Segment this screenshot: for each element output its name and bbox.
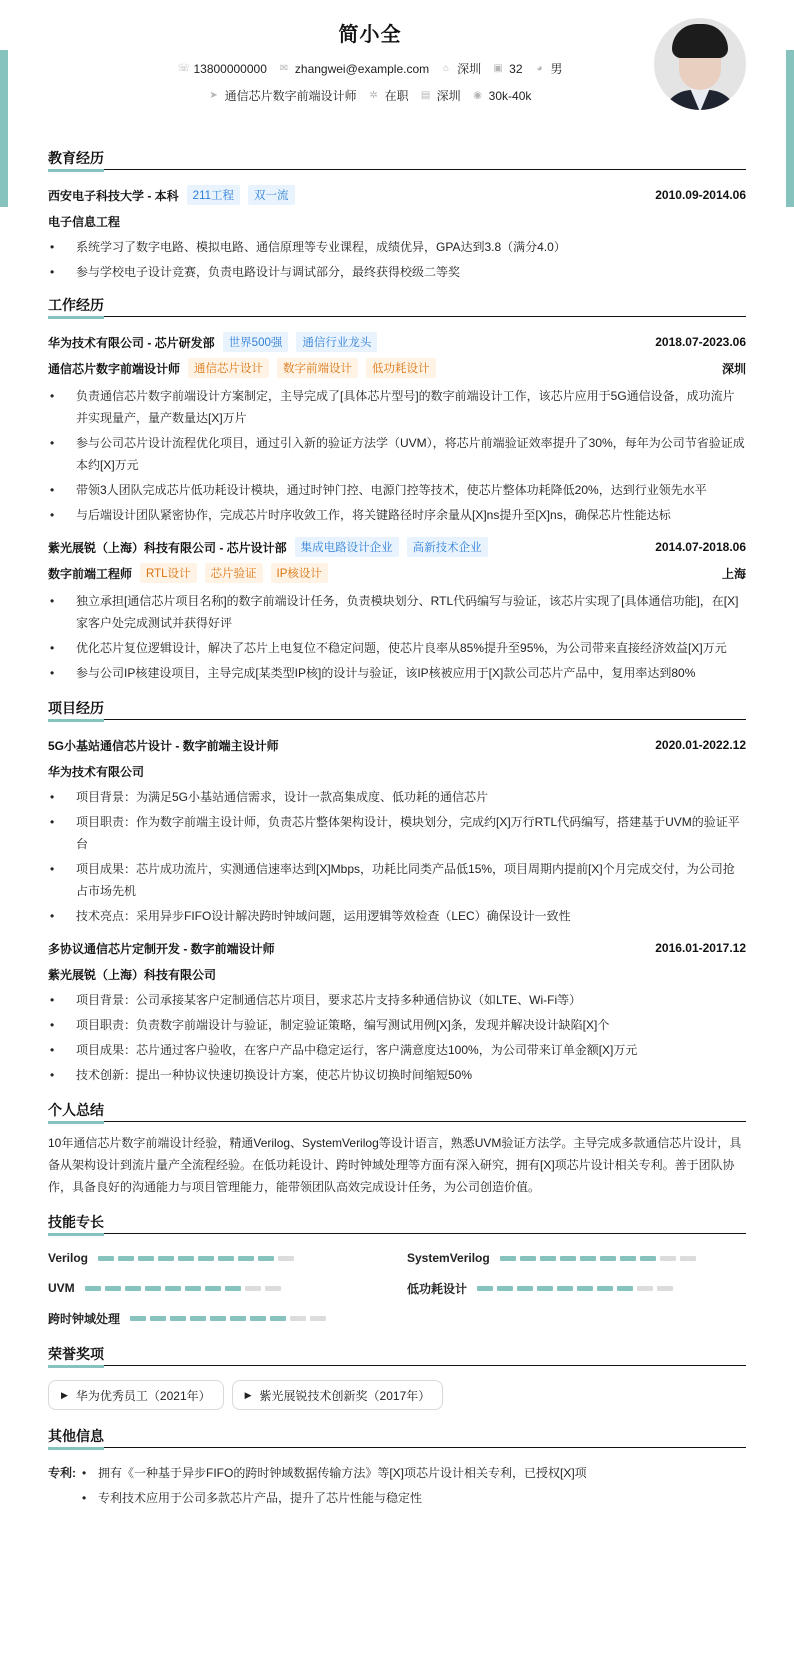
project-date: 2016.01-2017.12 <box>655 941 746 955</box>
project-title-row <box>48 935 746 961</box>
skill-tag: RTL设计 <box>140 563 197 583</box>
list-item: • 项目职责：负责数字前端设计与验证，制定验证策略，编写测试用例[X]条，发现并解决设计缺陷[X]个 <box>48 1014 746 1036</box>
patent-block <box>48 1462 746 1512</box>
section-title: 荣誉奖项 <box>48 1346 104 1362</box>
candidate-name: 简小全 <box>338 24 402 46</box>
list-item: • 系统学习了数字电路、模拟电路、通信原理等专业课程，成绩优异，GPA达到3.8（满分4.0） <box>48 236 746 258</box>
skill-name: 低功耗设计 <box>407 1281 468 1296</box>
honors-section <box>48 1342 746 1410</box>
work-date: 2018.07-2023.06 <box>655 335 746 349</box>
education-row <box>48 182 746 208</box>
project-company: 华为技术有限公司 <box>48 765 145 779</box>
skill-item <box>48 1278 387 1298</box>
skills-grid <box>48 1248 746 1328</box>
skill-level-bar <box>500 1256 696 1261</box>
patent-label: 专利: <box>48 1466 76 1480</box>
project-title-row <box>48 732 746 758</box>
skill-item <box>407 1278 746 1298</box>
project-bullets <box>48 989 746 1086</box>
list-item: • 项目背景：公司承接某客户定制通信芯片项目，要求芯片支持多种通信协议（如LTE、Wi-Fi等） <box>48 989 746 1011</box>
school-tag: 双一流 <box>248 185 295 205</box>
building-icon: ▤ <box>420 89 431 101</box>
work-position-row <box>48 355 746 381</box>
intent-salary: ◉ 30k-40k <box>473 88 532 103</box>
list-item: • 参与公司芯片设计流程优化项目，通过引入新的验证方法学（UVM），将芯片前端验证效率提升了30%，每年为公司节省验证成本约[X]万元 <box>48 432 746 476</box>
intent-position: ➤ 通信芯片数字前端设计师 <box>209 89 357 103</box>
triangle-right-icon: ▶ <box>244 1389 252 1400</box>
school-tag: 211工程 <box>187 185 240 205</box>
project-entry <box>48 935 746 1086</box>
contact-location: ⌂ 深圳 <box>443 62 482 76</box>
company-tag: 高新技术企业 <box>407 537 488 557</box>
section-header <box>48 696 746 724</box>
work-company-row <box>48 534 746 560</box>
company-tag: 集成电路设计企业 <box>295 537 399 557</box>
honors-list <box>48 1380 746 1410</box>
list-item: • 与后端设计团队紧密协作，完成芯片时序收敛工作，将关键路径时序余量从[X]ns提升至[X]ns，确保芯片性能达标 <box>48 504 746 526</box>
other-section <box>48 1424 746 1512</box>
contact-gender: ◕ 男 <box>536 62 563 76</box>
honor-badge: ▶ 华为优秀员工（2021年） <box>48 1380 224 1410</box>
projects-section <box>48 696 746 1086</box>
school-name: 西安电子科技大学 - 本科 <box>48 188 179 203</box>
resume-header <box>48 0 746 140</box>
list-item: • 优化芯片复位逻辑设计，解决了芯片上电复位不稳定问题，使芯片良率从85%提升至95%，为公司带来直接经济效益[X]万元 <box>48 637 746 659</box>
skills-section <box>48 1210 746 1328</box>
position-title: 通信芯片数字前端设计师 <box>48 361 181 376</box>
list-item: • 项目成果：芯片通过客户验收，在客户产品中稳定运行，客户满意度达100%，为公司带来订单金额[X]万元 <box>48 1039 746 1061</box>
contact-email[interactable]: ✉ zhangwei@example.com <box>279 61 430 76</box>
skill-name: UVM <box>48 1281 75 1295</box>
work-entry <box>48 534 746 684</box>
gender-icon: ◕ <box>536 62 543 74</box>
summary-text: 10年通信芯片数字前端设计经验，精通Verilog、SystemVerilog等设计语言，熟悉UVM验证方法学。主导完成多款通信芯片设计，具备从架构设计到流片量产全流程经验。在低功耗设计、跨时钟域处理等方面有深入研究，拥有[X]项芯片设计相关专利。善于团队协作，具备良好的沟通能力与项目管理能力，能带领团队高效完成设计任务，为公司创造价值。 <box>48 1136 742 1194</box>
contact-row <box>48 60 692 77</box>
avatar <box>654 18 746 110</box>
skill-tag: IP核设计 <box>271 563 328 583</box>
section-title: 个人总结 <box>48 1102 104 1118</box>
project-entry <box>48 732 746 927</box>
contact-age: ▣ 32 <box>493 61 523 76</box>
send-icon: ➤ <box>209 89 218 101</box>
section-header <box>48 293 746 321</box>
education-bullets <box>48 236 746 283</box>
position-title: 数字前端工程师 <box>48 566 133 581</box>
summary-section <box>48 1098 746 1198</box>
section-header <box>48 146 746 174</box>
list-item: • 专利技术应用于公司多款芯片产品，提升了芯片性能与稳定性 <box>80 1487 587 1509</box>
section-title: 项目经历 <box>48 700 104 716</box>
section-header <box>48 1098 746 1126</box>
skill-tag: 低功耗设计 <box>366 358 436 378</box>
salary-icon: ◉ <box>473 89 483 101</box>
skill-item <box>407 1248 746 1268</box>
work-section <box>48 293 746 684</box>
section-header <box>48 1342 746 1370</box>
section-title: 工作经历 <box>48 297 104 313</box>
list-item: • 参与学校电子设计竞赛，负责电路设计与调试部分，最终获得校级二等奖 <box>48 261 746 283</box>
work-date: 2014.07-2018.06 <box>655 540 746 554</box>
project-name: 5G小基站通信芯片设计 - 数字前端主设计师 <box>48 738 279 753</box>
work-entry <box>48 329 746 526</box>
section-title: 教育经历 <box>48 150 104 166</box>
list-item: • 带领3人团队完成芯片低功耗设计模块，通过时钟门控、电源门控等技术，使芯片整体功耗降低20%，达到行业领先水平 <box>48 479 746 501</box>
work-city: 深圳 <box>721 361 746 376</box>
project-company: 紫光展锐（上海）科技有限公司 <box>48 968 217 982</box>
triangle-right-icon: ▶ <box>61 1389 68 1400</box>
list-item: • 项目背景：为满足5G小基站通信需求，设计一款高集成度、低功耗的通信芯片 <box>48 786 746 808</box>
list-item: • 项目职责：作为数字前端主设计师，负责芯片整体架构设计，模块划分，完成约[X]万行RTL代码编写，搭建基于UVM的验证平台 <box>48 811 746 855</box>
section-title: 技能专长 <box>48 1214 104 1230</box>
project-name: 多协议通信芯片定制开发 - 数字前端设计师 <box>48 941 275 956</box>
list-item: • 技术创新：提出一种协议快速切换设计方案，使芯片协议切换时间缩短50% <box>48 1064 746 1086</box>
job-intent-row <box>48 87 692 104</box>
company-tag: 世界500强 <box>223 332 289 352</box>
skill-name: 跨时钟域处理 <box>48 1311 121 1326</box>
age-icon: ▣ <box>493 62 503 74</box>
skill-tag: 数字前端设计 <box>277 358 358 378</box>
list-item: • 拥有《一种基于异步FIFO的跨时钟域数据传输方法》等[X]项芯片设计相关专利，已授权[X]项 <box>80 1462 587 1484</box>
contact-phone: ☏ 13800000000 <box>177 61 267 76</box>
skill-level-bar <box>85 1286 281 1291</box>
home-icon: ⌂ <box>443 62 450 74</box>
section-header <box>48 1424 746 1452</box>
company-name: 紫光展锐（上海）科技有限公司 - 芯片设计部 <box>48 540 287 555</box>
intent-status: ✲ 在职 <box>369 89 409 103</box>
work-bullets <box>48 590 746 684</box>
skill-item <box>48 1248 387 1268</box>
skill-name: SystemVerilog <box>407 1251 490 1265</box>
education-section <box>48 146 746 283</box>
skill-tag: 芯片验证 <box>205 563 263 583</box>
skill-level-bar <box>130 1316 326 1321</box>
project-date: 2020.01-2022.12 <box>655 738 746 752</box>
mail-icon: ✉ <box>279 62 289 74</box>
company-name: 华为技术有限公司 - 芯片研发部 <box>48 335 215 350</box>
list-item: • 参与公司IP核建设项目，主导完成[某类型IP核]的设计与验证，该IP核被应用于[X]款公司芯片产品中，复用率达到80% <box>48 662 746 684</box>
list-item: • 项目成果：芯片成功流片，实测通信速率达到[X]Mbps，功耗比同类产品低15%，项目周期内提前[X]个月完成交付，为公司抢占市场先机 <box>48 858 746 902</box>
major: 电子信息工程 <box>48 215 121 229</box>
work-company-row <box>48 329 746 355</box>
section-header <box>48 1210 746 1238</box>
section-title: 其他信息 <box>48 1428 104 1444</box>
project-bullets <box>48 786 746 927</box>
intent-city: ▤ 深圳 <box>420 89 461 103</box>
status-icon: ✲ <box>369 89 378 101</box>
skill-level-bar <box>98 1256 294 1261</box>
work-bullets <box>48 385 746 526</box>
list-item: • 负责通信芯片数字前端设计方案制定，主导完成了[具体芯片型号]的数字前端设计工作，该芯片应用于5G通信设备，成功流片并实现量产，量产数量达[X]万片 <box>48 385 746 429</box>
work-position-row <box>48 560 746 586</box>
list-item: • 独立承担[通信芯片项目名称]的数字前端设计任务，负责模块划分、RTL代码编写与验证，该芯片实现了[具体通信功能]，在[X]家客户处完成测试并获得好评 <box>48 590 746 634</box>
company-tag: 通信行业龙头 <box>296 332 377 352</box>
skill-level-bar <box>477 1286 673 1291</box>
work-city: 上海 <box>721 566 746 581</box>
phone-icon: ☏ <box>177 62 190 74</box>
skill-name: Verilog <box>48 1251 89 1265</box>
skill-item <box>48 1308 387 1328</box>
list-item: • 技术亮点：采用异步FIFO设计解决跨时钟域问题，运用逻辑等效检查（LEC）确保设计一致性 <box>48 905 746 927</box>
patent-bullets <box>80 1462 587 1512</box>
education-date: 2010.09-2014.06 <box>655 188 746 202</box>
skill-tag: 通信芯片设计 <box>188 358 269 378</box>
honor-badge: ▶ 紫光展锐技术创新奖（2017年） <box>232 1380 444 1410</box>
